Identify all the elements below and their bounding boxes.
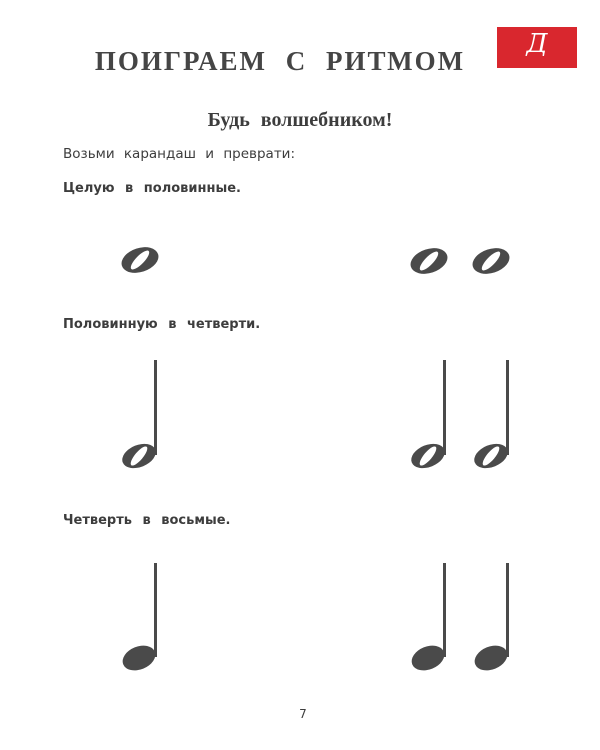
task-1-label: Целую в половинные. bbox=[63, 181, 241, 196]
task-1-target-notes bbox=[407, 244, 513, 279]
quarter-note-head bbox=[408, 641, 448, 675]
half-note-stem bbox=[443, 360, 446, 455]
task-3-label: Четверть в восьмые. bbox=[63, 513, 231, 528]
quarter-note-stem bbox=[154, 563, 157, 657]
task-2-target-notes bbox=[408, 360, 512, 473]
section-badge-letter: Д bbox=[526, 29, 548, 59]
task-3-target-notes bbox=[408, 563, 511, 675]
half-note-head bbox=[119, 439, 160, 473]
quarter-note-head bbox=[471, 641, 511, 675]
whole-note bbox=[469, 244, 513, 279]
half-note-head bbox=[471, 439, 512, 473]
quarter-note-stem bbox=[506, 563, 509, 657]
whole-note bbox=[407, 244, 451, 279]
half-note-head bbox=[408, 439, 449, 473]
page-number: 7 bbox=[299, 707, 307, 721]
exercise-subtitle: Будь волшебником! bbox=[207, 109, 393, 131]
quarter-note-head bbox=[119, 641, 159, 675]
page-title: ПОИГРАЕМ С РИТМОМ bbox=[94, 46, 466, 76]
task-1-source-notes bbox=[118, 243, 162, 278]
half-note-stem bbox=[506, 360, 509, 455]
task-3-source-notes bbox=[119, 563, 159, 675]
whole-note bbox=[118, 243, 162, 278]
task-2-label: Половинную в четверти. bbox=[63, 317, 261, 332]
instruction-text: Возьми карандаш и преврати: bbox=[63, 146, 296, 162]
half-note-stem bbox=[154, 360, 157, 455]
quarter-note-stem bbox=[443, 563, 446, 657]
task-2-source-notes bbox=[119, 360, 160, 473]
